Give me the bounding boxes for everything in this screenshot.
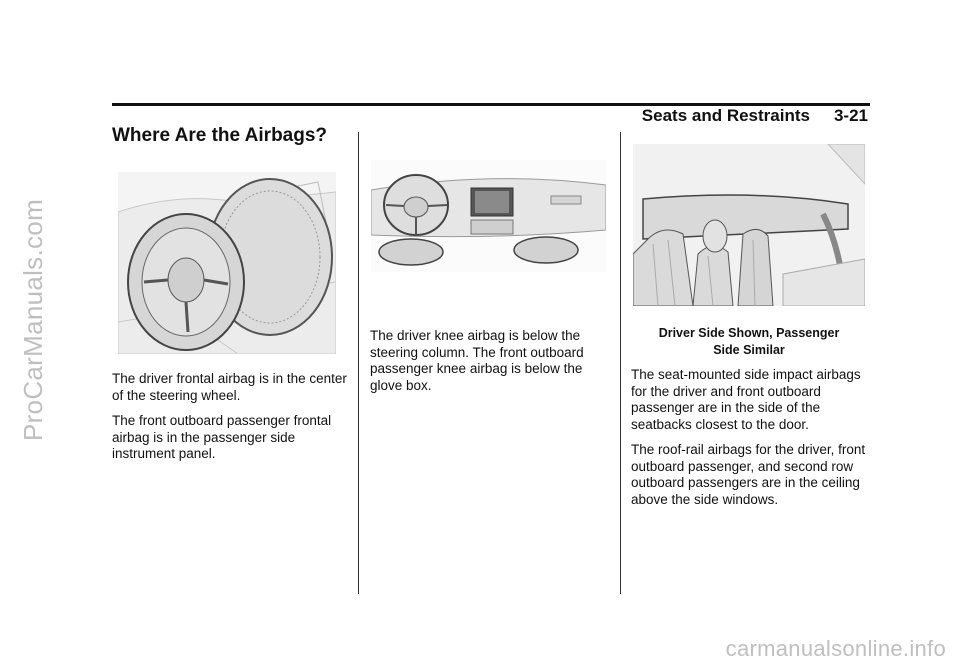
column-divider-2 <box>620 132 621 594</box>
page-number: 3-21 <box>833 106 868 125</box>
paragraph: The driver knee airbag is below the steering column. The front outboard passenger knee airbag is below the glove box. <box>370 328 584 393</box>
side-airbag-illustration <box>633 144 865 306</box>
page-title: Where Are the Airbags? <box>112 125 328 146</box>
column-divider-1 <box>358 132 359 594</box>
bottom-watermark: carmanualsonline.info <box>725 636 946 661</box>
page-header <box>632 86 868 126</box>
column-1-heading <box>112 125 347 146</box>
column-2-text <box>370 328 610 403</box>
paragraph: The roof-rail airbags for the driver, front outboard passenger, and second row outboard passengers are in the ceiling above the side windows. <box>631 442 866 507</box>
paragraph: The driver frontal airbag is in the center of the steering wheel. <box>112 371 347 403</box>
frontal-airbag-illustration <box>118 172 336 354</box>
caption-line: Side Similar <box>713 343 785 357</box>
column-1-text <box>112 371 347 472</box>
knee-airbag-icon <box>371 160 606 272</box>
header-rule <box>112 103 870 106</box>
knee-airbag-illustration <box>371 160 606 272</box>
column-3-text <box>631 367 871 517</box>
section-title: Seats and Restraints <box>641 106 810 125</box>
figure-caption <box>633 325 865 359</box>
paragraph: The front outboard passenger frontal airbag is in the passenger side instrument panel. <box>112 413 332 461</box>
side-watermark: ProCarManuals.com <box>18 198 48 442</box>
caption-line: Driver Side Shown, Passenger <box>658 326 840 340</box>
frontal-airbag-icon <box>118 172 336 354</box>
paragraph: The seat-mounted side impact airbags for the driver and front outboard passenger are in the side of the seatbacks closest to the door. <box>631 367 861 432</box>
side-airbag-icon <box>633 144 865 306</box>
